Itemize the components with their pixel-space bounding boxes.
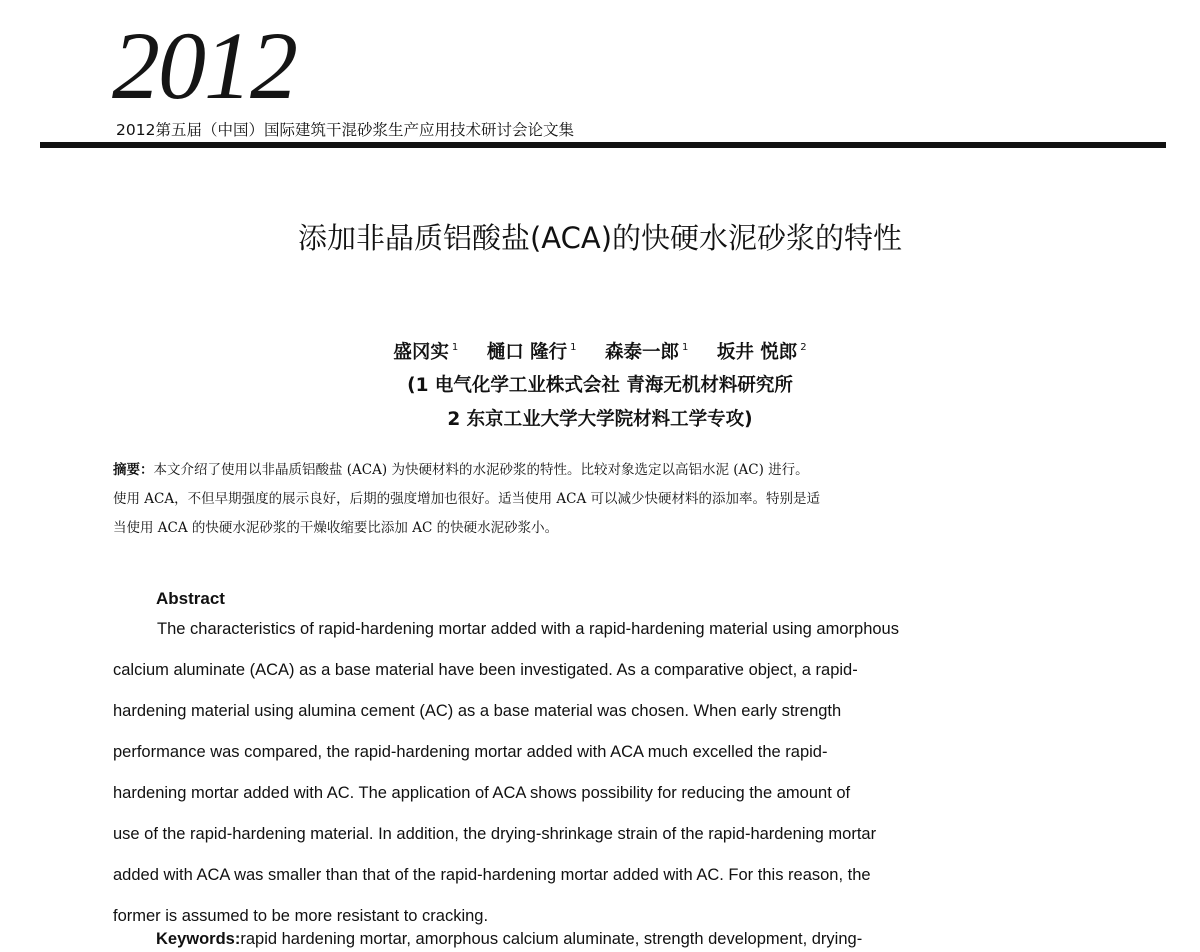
proceedings-title: 2012第五届（中国）国际建筑干混砂浆生产应用技术研讨会论文集	[116, 121, 574, 139]
abstract-line: The characteristics of rapid-hardening mortar added with a rapid-hardening material using amorphous	[157, 620, 899, 638]
abstract-line: added with ACA was smaller than that of the rapid-hardening mortar added with AC. For this reason, the	[113, 866, 871, 884]
abstract-line: 摘要：本文介绍了使用以非晶质铝酸盐 (ACA) 为快硬材料的水泥砂浆的特性。比较对象选定以高铝水泥 (AC) 进行。	[113, 462, 809, 478]
abstract-line: use of the rapid-hardening material. In addition, the drying-shrinkage strain of the rapid-hardening mortar	[113, 825, 877, 843]
abstract-line: performance was compared, the rapid-hardening mortar added with ACA much excelled the rapid-	[113, 743, 828, 761]
chinese-abstract	[113, 456, 1113, 543]
year-heading: 2012	[112, 12, 296, 119]
affiliation: 2 东京工业大学大学院材料工学专攻)	[447, 409, 753, 430]
author: 盛冈实 $^1$	[393, 342, 459, 363]
header-rule	[40, 142, 1166, 148]
author: 樋口 隆行 $^1$	[486, 342, 577, 363]
abstract-line: 当使用 ACA 的快硬水泥砂浆的干燥收缩要比添加 AC 的快硬水泥砂浆小。	[113, 520, 559, 536]
abstract-line: former is assumed to be more resistant to cracking.	[113, 907, 489, 925]
abstract-label: 摘要：	[113, 462, 154, 478]
author-list	[0, 338, 1200, 364]
paper-title: 添加非晶质铝酸盐(ACA)的快硬水泥砂浆的特性	[297, 221, 903, 255]
author: 坂井 悦郎 $^2$	[716, 342, 807, 363]
keywords-label: Keywords:	[156, 930, 241, 948]
affiliation: (1 电气化学工业株式会社 青海无机材料研究所	[407, 375, 793, 396]
abstract-line: hardening material using alumina cement (AC) as a base material was chosen. When early strength	[113, 702, 842, 720]
keywords-text: rapid hardening mortar, amorphous calcium aluminate, strength development, drying-	[240, 930, 863, 948]
abstract-line: hardening mortar added with AC. The application of ACA shows possibility for reducing the amount of	[113, 784, 851, 802]
abstract-heading: Abstract	[156, 589, 225, 608]
keywords	[156, 930, 862, 949]
abstract-line: calcium aluminate (ACA) as a base material have been investigated. As a comparative object, a rapid-	[113, 661, 858, 679]
author: 森泰一郎 $^1$	[604, 342, 689, 363]
abstract-line: 使用 ACA，不但早期强度的展示良好，后期的强度增加也很好。适当使用 ACA 可以减少快硬材料的添加率。特别是适	[113, 491, 821, 507]
